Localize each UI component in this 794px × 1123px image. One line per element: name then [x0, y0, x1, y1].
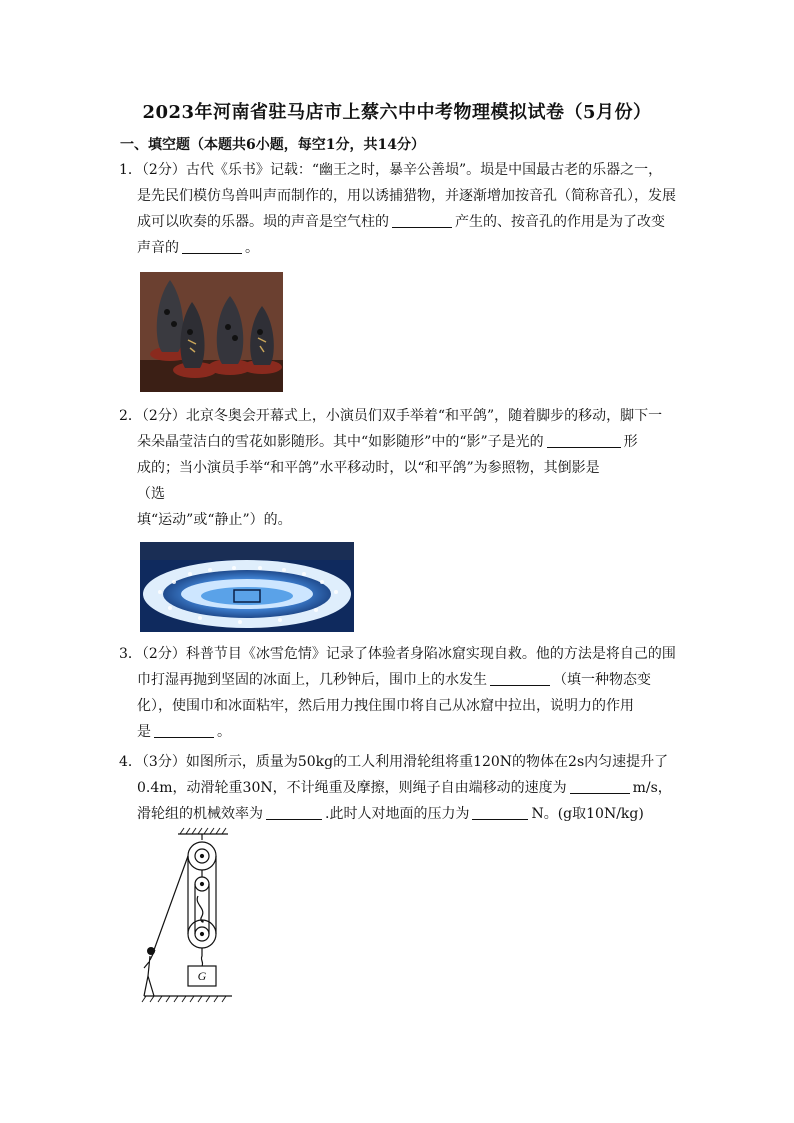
- xun-instrument-photo: [140, 272, 283, 392]
- question-text: 朵朵晶莹洁白的雪花如影随形。其中“如影随形”中的“影”子是光的: [137, 434, 544, 450]
- question-text: 滑轮组的机械效率为: [137, 806, 263, 822]
- question-1: [119, 157, 679, 261]
- question-number: 4．（3分）: [119, 754, 186, 770]
- question-text: 是: [137, 724, 151, 740]
- answer-blank[interactable]: [182, 239, 242, 254]
- question-3: [119, 641, 679, 745]
- question-text: N。(g取10N/kg): [531, 806, 644, 822]
- question-text: 。: [245, 240, 259, 256]
- olympic-snowflake-photo: [140, 542, 354, 632]
- question-text: 是先民们模仿鸟兽叫声而制作的，用以诱捕猎物，并逐渐增加按音孔（简称音孔），发展: [137, 188, 676, 204]
- answer-blank[interactable]: [547, 433, 621, 448]
- weight-label: G: [197, 969, 207, 983]
- question-text: 0.4m，动滑轮重30N，不计绳重及摩擦，则绳子自由端移动的速度为: [137, 780, 567, 796]
- question-text: 如图所示，质量为50kg的工人利用滑轮组将重120N的物体在2s内匀速提升了: [185, 754, 669, 770]
- question-text: 北京冬奥会开幕式上，小演员们双手举着“和平鸽”，随着脚步的移动，脚下一: [185, 408, 663, 424]
- question-text: 成的；当小演员手举“和平鸽”水平移动时，以“和平鸽”为参照物，其倒影是: [137, 460, 600, 476]
- question-number: 2．（2分）: [119, 408, 186, 424]
- question-text: 古代《乐书》记载：“幽王之时，暴辛公善埙”。埙是中国最古老的乐器之一，: [185, 162, 663, 178]
- question-text: 形: [623, 434, 638, 450]
- question-text: 科普节目《冰雪危情》记录了体验者身陷冰窟实现自救。他的方法是将自己的围: [185, 646, 676, 662]
- question-text: m/s，: [632, 780, 672, 796]
- answer-blank[interactable]: [570, 779, 630, 794]
- question-text: 化），使围巾和冰面粘牢，然后用力拽住围巾将自己从冰窟中拉出，说明力的作用: [137, 698, 634, 714]
- answer-blank[interactable]: [266, 805, 322, 820]
- question-text: （填一种物态变: [553, 672, 651, 688]
- question-text: .此时人对地面的压力为: [325, 806, 470, 822]
- question-number: 3．（2分）: [119, 646, 186, 662]
- question-text: 巾打湿再抛到坚固的冰面上，几秒钟后，围巾上的水发生: [137, 672, 487, 688]
- question-text: 产生的、按音孔的作用是为了改变: [455, 214, 665, 230]
- pulley-system-figure: [136, 826, 246, 1006]
- question-text: （选: [137, 486, 165, 502]
- question-text: 成可以吹奏的乐器。埙的声音是空气柱的: [137, 214, 389, 230]
- question-4: [119, 749, 679, 827]
- question-text: 填“运动”或“静止”）的。: [137, 512, 292, 528]
- question-text: 。: [217, 724, 231, 740]
- answer-blank[interactable]: [392, 213, 452, 228]
- section-heading: 一、填空题（本题共6小题，每空1分，共14分）: [120, 137, 425, 153]
- answer-blank[interactable]: [490, 671, 550, 686]
- question-2: [119, 403, 679, 533]
- paper-title: 2023年河南省驻马店市上蔡六中中考物理模拟试卷（5月份）: [142, 102, 652, 123]
- question-text: 声音的: [137, 240, 179, 256]
- answer-blank[interactable]: [472, 805, 528, 820]
- question-number: 1．（2分）: [119, 162, 186, 178]
- answer-blank[interactable]: [154, 723, 214, 738]
